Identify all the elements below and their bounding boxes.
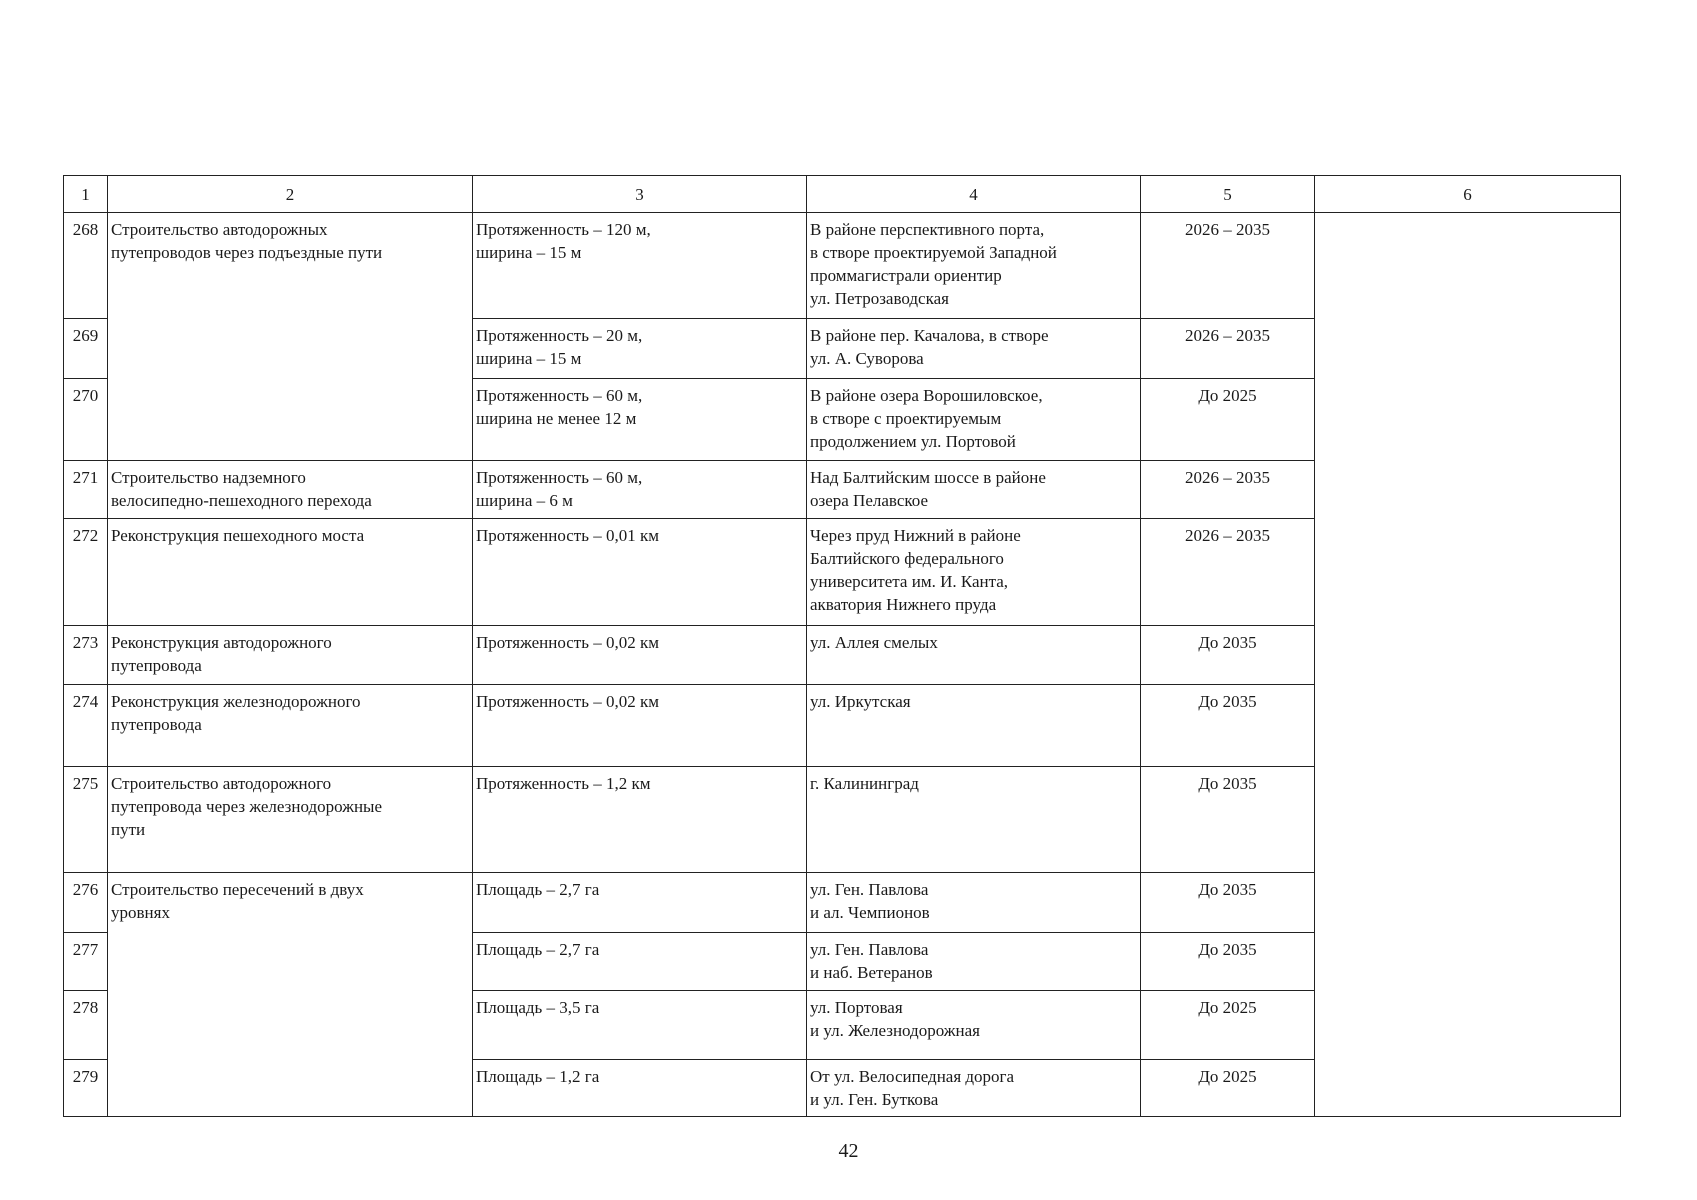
parameters-cell: Протяженность – 60 м, ширина не менее 12 м	[473, 379, 807, 461]
parameters-cell: Площадь – 2,7 га	[473, 873, 807, 933]
term-cell: До 2035	[1141, 685, 1315, 767]
parameters-cell: Протяженность – 0,02 км	[473, 626, 807, 685]
object-name-cell: Строительство автодорожных путепроводов через подъездные пути	[108, 213, 473, 461]
header-cell-6: 6	[1315, 176, 1621, 213]
object-name-cell: Реконструкция пешеходного моста	[108, 519, 473, 626]
location-cell: В районе пер. Качалова, в створе ул. А. Суворова	[807, 319, 1141, 379]
parameters-cell: Площадь – 2,7 га	[473, 933, 807, 991]
term-cell: До 2025	[1141, 1060, 1315, 1117]
location-cell: Через пруд Нижний в районе Балтийского федерального университета им. И. Канта, акватория Нижнего пруда	[807, 519, 1141, 626]
row-number-cell: 278	[64, 991, 108, 1060]
parameters-cell: Протяженность – 120 м, ширина – 15 м	[473, 213, 807, 319]
location-cell: От ул. Велосипедная дорога и ул. Ген. Буткова	[807, 1060, 1141, 1117]
row-number-cell: 274	[64, 685, 108, 767]
term-cell: До 2025	[1141, 379, 1315, 461]
objects-table	[63, 175, 1621, 1117]
location-cell: ул. Ген. Павлова и наб. Ветеранов	[807, 933, 1141, 991]
parameters-cell: Протяженность – 60 м, ширина – 6 м	[473, 461, 807, 519]
location-cell: ул. Ген. Павлова и ал. Чемпионов	[807, 873, 1141, 933]
term-cell: 2026 – 2035	[1141, 319, 1315, 379]
row-number-cell: 277	[64, 933, 108, 991]
row-number-cell: 276	[64, 873, 108, 933]
row-number-cell: 269	[64, 319, 108, 379]
row-number-cell: 268	[64, 213, 108, 319]
location-cell: ул. Иркутская	[807, 685, 1141, 767]
location-cell: г. Калининград	[807, 767, 1141, 873]
location-cell: В районе перспективного порта, в створе проектируемой Западной проммагистрали ориентир ул. Петрозаводская	[807, 213, 1141, 319]
table-header-row	[64, 176, 1621, 213]
parameters-cell: Протяженность – 0,02 км	[473, 685, 807, 767]
object-name-cell: Строительство надземного велосипедно-пешеходного перехода	[108, 461, 473, 519]
page-number: 42	[838, 1140, 859, 1162]
parameters-cell: Протяженность – 1,2 км	[473, 767, 807, 873]
note-cell	[1315, 213, 1621, 1117]
parameters-cell: Площадь – 1,2 га	[473, 1060, 807, 1117]
header-cell-2: 2	[108, 176, 473, 213]
term-cell: 2026 – 2035	[1141, 461, 1315, 519]
parameters-cell: Протяженность – 0,01 км	[473, 519, 807, 626]
row-number-cell: 272	[64, 519, 108, 626]
term-cell: 2026 – 2035	[1141, 519, 1315, 626]
term-cell: До 2035	[1141, 767, 1315, 873]
row-number-cell: 271	[64, 461, 108, 519]
object-name-cell: Реконструкция железнодорожного путепровода	[108, 685, 473, 767]
table-row	[64, 213, 1621, 319]
location-cell: ул. Портовая и ул. Железнодорожная	[807, 991, 1141, 1060]
location-cell: Над Балтийским шоссе в районе озера Пелавское	[807, 461, 1141, 519]
parameters-cell: Площадь – 3,5 га	[473, 991, 807, 1060]
header-cell-4: 4	[807, 176, 1141, 213]
term-cell: До 2025	[1141, 991, 1315, 1060]
row-number-cell: 270	[64, 379, 108, 461]
object-name-cell: Строительство пересечений в двух уровнях	[108, 873, 473, 1117]
term-cell: До 2035	[1141, 626, 1315, 685]
header-cell-5: 5	[1141, 176, 1315, 213]
object-name-cell: Строительство автодорожного путепровода через железнодорожные пути	[108, 767, 473, 873]
header-cell-1: 1	[64, 176, 108, 213]
location-cell: В районе озера Ворошиловское, в створе с проектируемым продолжением ул. Портовой	[807, 379, 1141, 461]
row-number-cell: 273	[64, 626, 108, 685]
term-cell: До 2035	[1141, 873, 1315, 933]
term-cell: До 2035	[1141, 933, 1315, 991]
row-number-cell: 275	[64, 767, 108, 873]
object-name-cell: Реконструкция автодорожного путепровода	[108, 626, 473, 685]
location-cell: ул. Аллея смелых	[807, 626, 1141, 685]
header-cell-3: 3	[473, 176, 807, 213]
parameters-cell: Протяженность – 20 м, ширина – 15 м	[473, 319, 807, 379]
term-cell: 2026 – 2035	[1141, 213, 1315, 319]
row-number-cell: 279	[64, 1060, 108, 1117]
